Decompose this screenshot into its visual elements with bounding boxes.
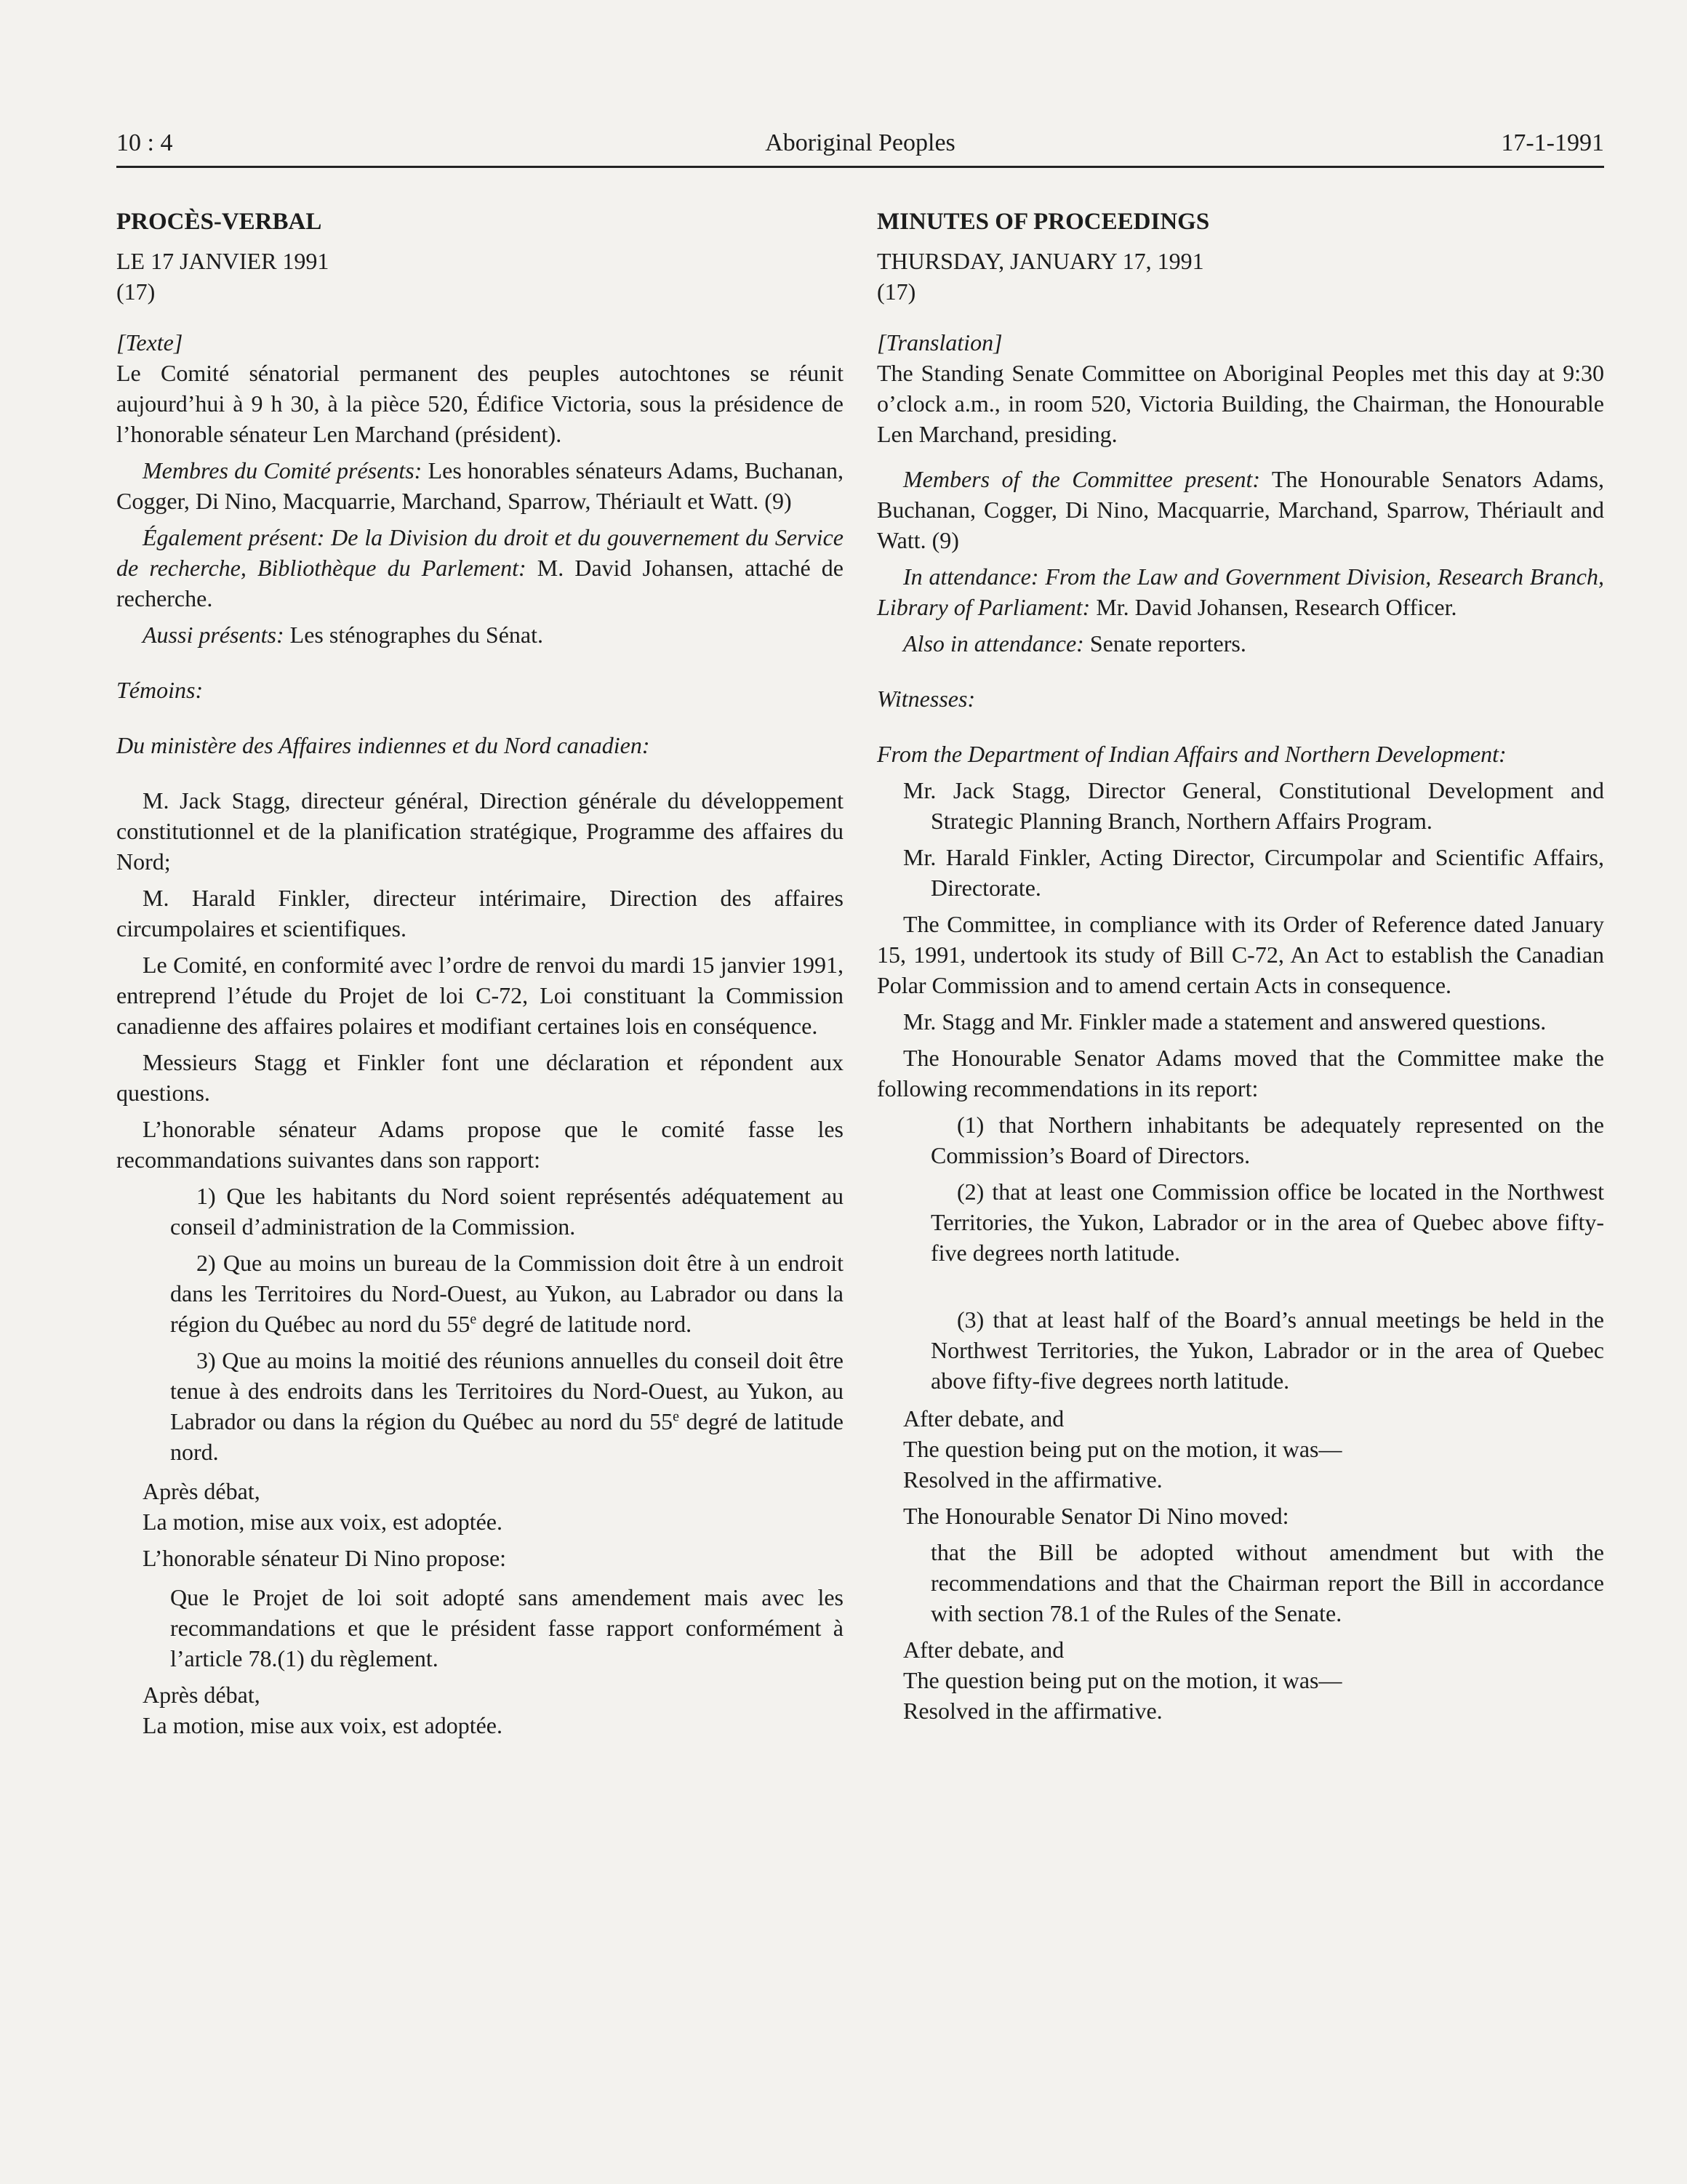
- french-witness-1: M. Jack Stagg, directeur général, Direction générale du développement constitutionnel et de la planification stratégique, Programme des affaires du Nord;: [116, 787, 844, 875]
- french-dinino-text: Que le Projet de loi soit adopté sans amendement mais avec les recommandations et que le président fasse rapport conformément à l’article 78.(1) du règlement.: [170, 1584, 844, 1671]
- english-debate-block-2: [877, 1634, 1604, 1726]
- french-debate-2: Après débat,: [143, 1682, 260, 1708]
- english-number: (17): [877, 278, 916, 305]
- page-header: [116, 124, 1604, 168]
- french-adams-moves: L’honorable sénateur Adams propose que le comité fasse les recommandations suivantes dans son rapport:: [116, 1116, 844, 1173]
- french-column: [116, 206, 844, 1741]
- french-witness-2: M. Harald Finkler, directeur intérimaire, Direction des affaires circumpolaires et scientifiques.: [116, 885, 844, 942]
- english-also: [877, 628, 1604, 659]
- english-attendance-text: Mr. David Johansen, Research Officer.: [1090, 594, 1457, 620]
- english-attendance-label: In attendance: From the Law and Government Division, Research Branch, Library of Parliament:: [877, 563, 1604, 620]
- english-dinino-moves: The Honourable Senator Di Nino moved:: [903, 1503, 1289, 1529]
- french-also-present: [116, 522, 844, 614]
- english-debate-1: After debate, and: [903, 1405, 1065, 1432]
- french-rec-2-sup: e: [470, 1311, 477, 1328]
- french-members: [116, 455, 844, 516]
- french-debate-1: Après débat,: [143, 1478, 260, 1504]
- french-department: Du ministère des Affaires indiennes et du Nord canadien:: [116, 732, 650, 758]
- english-members-label: Members of the Committee present:: [903, 466, 1261, 492]
- english-recommendation-1: (1) that Northern inhabitants be adequately represented on the Commission’s Board of Directors.: [931, 1112, 1604, 1168]
- english-resolved-1: Resolved in the affirmative.: [903, 1466, 1163, 1493]
- english-members-text: The Honourable Senators Adams, Buchanan, Cogger, Di Nino, Macquarrie, Marchand, Sparrow, Thériault and Watt. (9): [877, 466, 1605, 553]
- english-adams-moves: The Honourable Senator Adams moved that the Committee make the following recommendations in its report:: [877, 1045, 1604, 1101]
- english-also-text: Senate reporters.: [1083, 630, 1246, 657]
- french-aussi-text: Les sténographes du Sénat.: [284, 622, 544, 648]
- french-date: LE 17 JANVIER 1991: [116, 248, 329, 274]
- french-statement: Messieurs Stagg et Finkler font une déclaration et répondent aux questions.: [116, 1049, 844, 1106]
- french-rec-3-tail: degré de latitude nord.: [170, 1408, 844, 1465]
- french-adopted-1: La motion, mise aux voix, est adoptée.: [143, 1509, 502, 1535]
- english-dinino-text: that the Bill be adopted without amendment but with the recommendations and that the Chairman report the Bill in accordance with section 78.1 of the Rules of the Senate.: [931, 1539, 1604, 1626]
- english-recommendation-3: (3) that at least half of the Board’s annual meetings be held in the Northwest Territories, the Yukon, Labrador or in the area of Quebec above fifty-five degrees north latitude.: [931, 1306, 1604, 1394]
- english-also-label: Also in attendance:: [903, 630, 1084, 657]
- english-debate-block-1: [877, 1403, 1604, 1495]
- running-title: Aboriginal Peoples: [765, 129, 955, 156]
- french-debate-block-1: [116, 1476, 844, 1537]
- french-debate-block-2: [116, 1679, 844, 1741]
- english-debate-2: After debate, and: [903, 1637, 1065, 1663]
- french-rec-2-tail: degré de latitude nord.: [476, 1311, 692, 1337]
- french-heading: PROCÈS-VERBAL: [116, 209, 322, 235]
- french-aussi: [116, 619, 844, 650]
- french-recommendation-2: [116, 1248, 844, 1339]
- french-reference: Le Comité, en conformité avec l’ordre de renvoi du mardi 15 janvier 1991, entreprend l’étude du Projet de loi C-72, Loi constituant la Commission canadienne des affaires polaires et modifiant certaines lois en conséquence.: [116, 952, 844, 1039]
- english-resolved-2: Resolved in the affirmative.: [903, 1698, 1163, 1724]
- english-date: THURSDAY, JANUARY 17, 1991: [877, 248, 1204, 274]
- english-witness-2: Mr. Harald Finkler, Acting Director, Circumpolar and Scientific Affairs, Directorate.: [903, 844, 1604, 901]
- french-rec-3-sup: e: [673, 1408, 680, 1425]
- french-aussi-label: Aussi présents:: [143, 622, 284, 648]
- french-members-label: Membres du Comité présents:: [143, 457, 422, 483]
- french-opening: Le Comité sénatorial permanent des peuples autochtones se réunit aujourd’hui à 9 h 30, à la pièce 520, Édifice Victoria, sous la présidence de l’honorable sénateur Len Marchand (président).: [116, 360, 844, 447]
- english-heading: MINUTES OF PROCEEDINGS: [877, 209, 1210, 235]
- english-question-1: The question being put on the motion, it was—: [903, 1436, 1342, 1462]
- english-question-2: The question being put on the motion, it was—: [903, 1667, 1342, 1693]
- french-tag: [Texte]: [116, 329, 183, 356]
- french-recommendation-1: 1) Que les habitants du Nord soient représentés adéquatement au conseil d’administration de la Commission.: [170, 1183, 844, 1240]
- french-adopted-2: La motion, mise aux voix, est adoptée.: [143, 1712, 502, 1738]
- english-witnesses-label: Witnesses:: [877, 686, 976, 712]
- french-members-text: Les honorables sénateurs Adams, Buchanan, Cogger, Di Nino, Macquarrie, Marchand, Sparrow, Thériault et Watt. (9): [116, 457, 844, 514]
- english-opening: The Standing Senate Committee on Aboriginal Peoples met this day at 9:30 o’clock a.m., in room 520, Victoria Building, the Chairman, the Honourable Len Marchand, presiding.: [877, 360, 1604, 447]
- english-members: [877, 464, 1604, 555]
- english-department: From the Department of Indian Affairs and Northern Development:: [877, 741, 1507, 767]
- page-number: 10 : 4: [116, 129, 173, 156]
- french-also-present-text: M. David Johansen, attaché de recherche.: [116, 555, 844, 611]
- french-number: (17): [116, 278, 156, 305]
- french-witnesses-label: Témoins:: [116, 677, 204, 703]
- english-statement: Mr. Stagg and Mr. Finkler made a statement and answered questions.: [903, 1008, 1547, 1035]
- english-witness-1: Mr. Jack Stagg, Director General, Constitutional Development and Strategic Planning Branch, Northern Affairs Program.: [903, 777, 1604, 834]
- french-also-present-label: Également présent: De la Division du droit et du gouvernement du Service de recherche, Bibliothèque du Parlement:: [116, 524, 844, 581]
- english-recommendation-2: (2) that at least one Commission office be located in the Northwest Territories, the Yukon, Labrador or in the area of Quebec above fifty-five degrees north latitude.: [931, 1179, 1604, 1266]
- french-rec-2-text: 2) Que au moins un bureau de la Commission doit être à un endroit dans les Territoires du Nord-Ouest, au Yukon, au Labrador ou dans la région du Québec au nord du 55: [170, 1250, 844, 1337]
- french-rec-3-text: 3) Que au moins la moitié des réunions annuelles du conseil doit être tenue à des endroits dans les Territoires du Nord-Ouest, au Yukon, au Labrador ou dans la région du Québec au nord du 55: [170, 1347, 844, 1434]
- french-recommendation-3: [116, 1345, 844, 1467]
- english-tag: [Translation]: [877, 329, 1003, 356]
- english-reference: The Committee, in compliance with its Order of Reference dated January 15, 1991, undertook its study of Bill C-72, An Act to establish the Canadian Polar Commission and to amend certain Acts in consequence.: [877, 911, 1604, 998]
- english-attendance: [877, 561, 1604, 622]
- header-date: 17-1-1991: [1501, 129, 1604, 156]
- english-column: [877, 206, 1604, 1726]
- french-dinino-moves: L’honorable sénateur Di Nino propose:: [143, 1545, 507, 1571]
